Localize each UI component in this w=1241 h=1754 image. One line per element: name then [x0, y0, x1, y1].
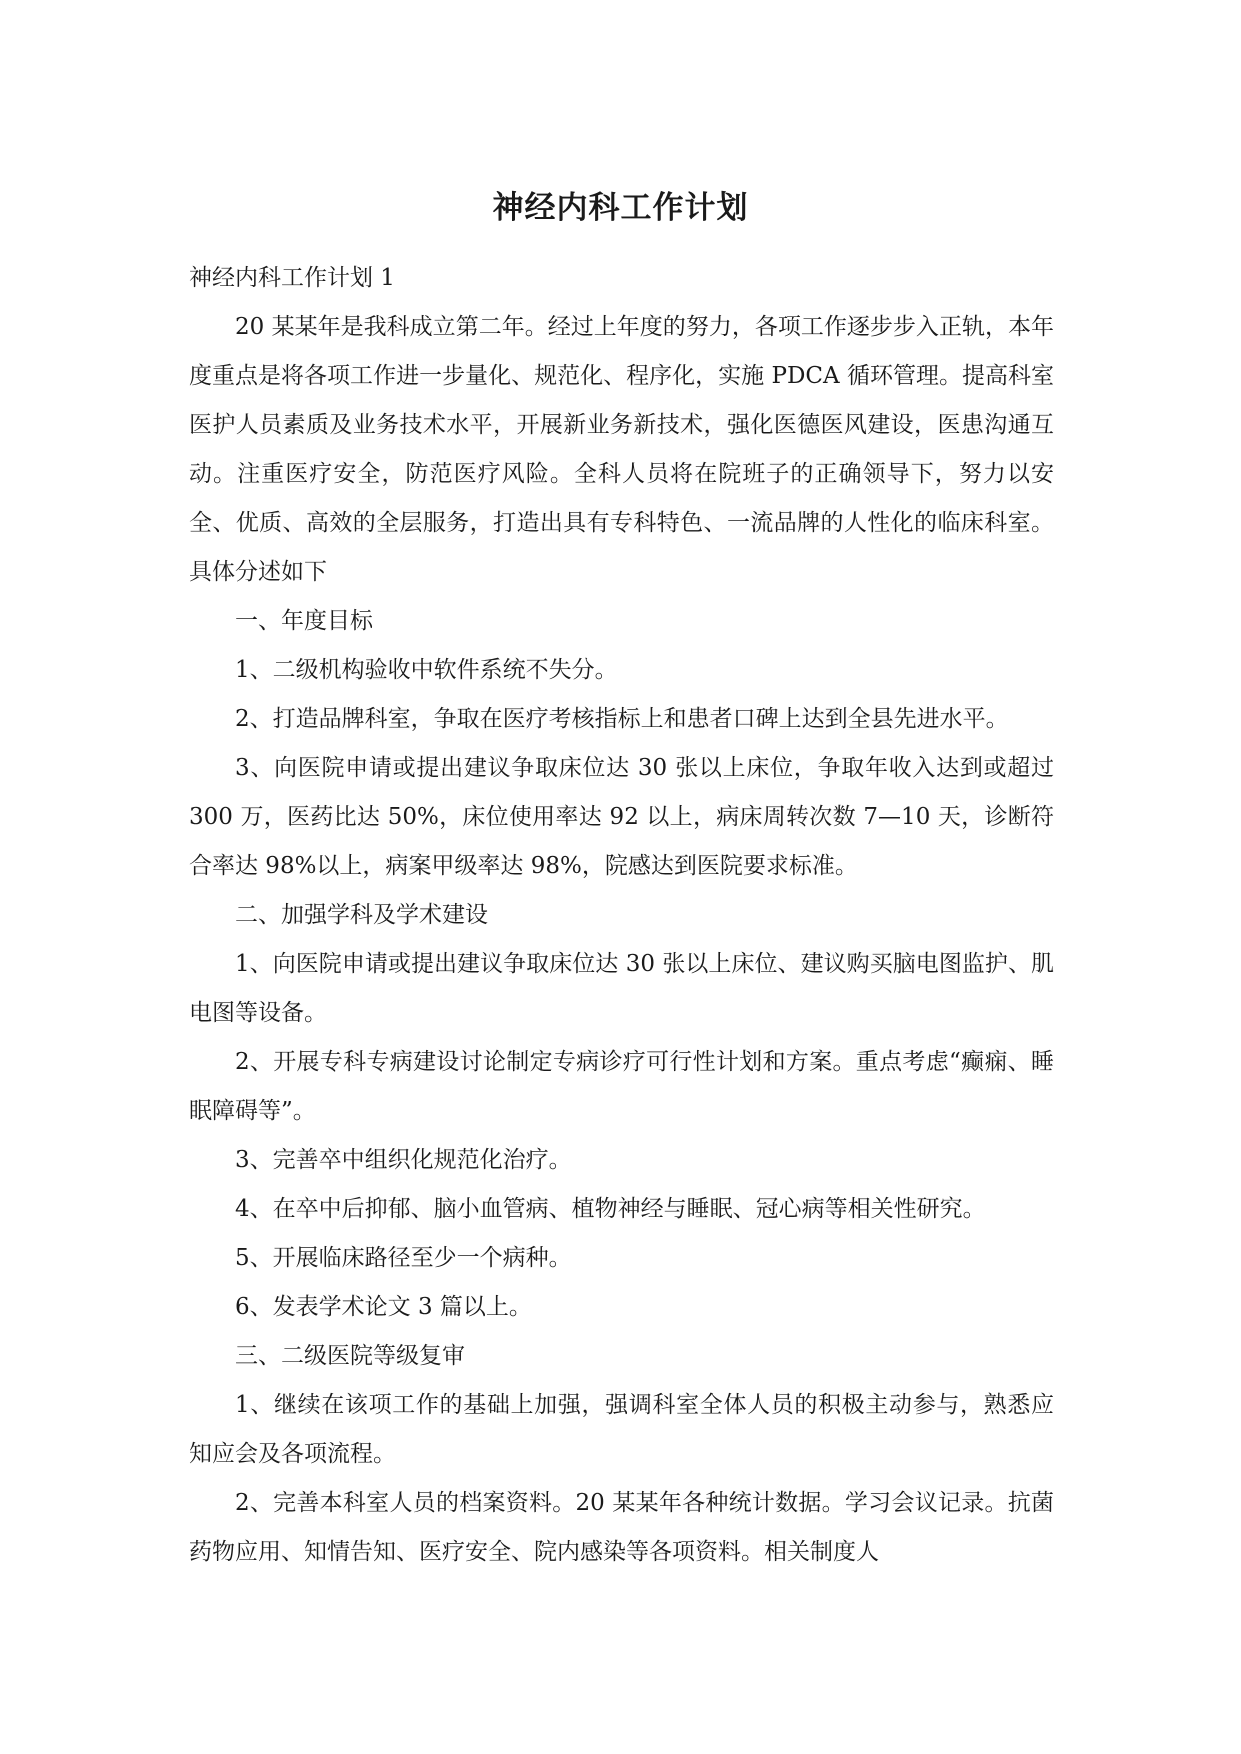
list-item: 3、向医院申请或提出建议争取床位达 30 张以上床位，争取年收入达到或超过 300 万，医药比达 50%，床位使用率达 92 以上，病床周转次数 7—10 天，诊断符合率达 98%以上，病案甲级率达 98%，院感达到医院要求标准。: [189, 755, 1054, 879]
paragraph-subtitle: 神经内科工作计划 1: [189, 265, 395, 291]
list-item: 1、二级机构验收中软件系统不失分。: [235, 657, 618, 683]
list-item: 3、完善卒中组织化规范化治疗。: [235, 1147, 572, 1173]
list-item: 5、开展临床路径至少一个病种。: [235, 1245, 572, 1271]
list-item: 2、完善本科室人员的档案资料。20 某某年各种统计数据。学习会议记录。抗菌药物应用、知情告知、医疗安全、院内感染等各项资料。相关制度人: [189, 1490, 1054, 1565]
section-heading-discipline: 二、加强学科及学术建设: [235, 902, 488, 928]
paragraph-intro: 20 某某年是我科成立第二年。经过上年度的努力，各项工作逐步步入正轨，本年度重点是将各项工作进一步量化、规范化、程序化，实施 PDCA 循环管理。提高科室医护人员素质及业务技术水平，开展新业务新技术，强化医德医风建设，医患沟通互动。注重医疗安全，防范医疗风险。全科人员将在院班子的正确领导下，努力以安全、优质、高效的全层服务，打造出具有专科特色、一流品牌的人性化的临床科室。具体分述如下: [189, 314, 1054, 585]
list-item: 6、发表学术论文 3 篇以上。: [235, 1294, 532, 1320]
document-body: [189, 254, 1054, 1577]
list-item: 2、打造品牌科室，争取在医疗考核指标上和患者口碑上达到全县先进水平。: [235, 706, 1009, 732]
list-item: 2、开展专科专病建设讨论制定专病诊疗可行性计划和方案。重点考虑“癫痫、睡眠障碍等”。: [189, 1049, 1054, 1124]
document-title: 神经内科工作计划: [492, 190, 749, 226]
list-item: 1、继续在该项工作的基础上加强，强调科室全体人员的积极主动参与，熟悉应知应会及各项流程。: [189, 1392, 1054, 1467]
section-heading-review: 三、二级医院等级复审: [235, 1343, 465, 1369]
section-heading-annual-goals: 一、年度目标: [235, 608, 373, 634]
list-item: 4、在卒中后抑郁、脑小血管病、植物神经与睡眠、冠心病等相关性研究。: [235, 1196, 986, 1222]
list-item: 1、向医院申请或提出建议争取床位达 30 张以上床位、建议购买脑电图监护、肌电图等设备。: [189, 951, 1054, 1026]
